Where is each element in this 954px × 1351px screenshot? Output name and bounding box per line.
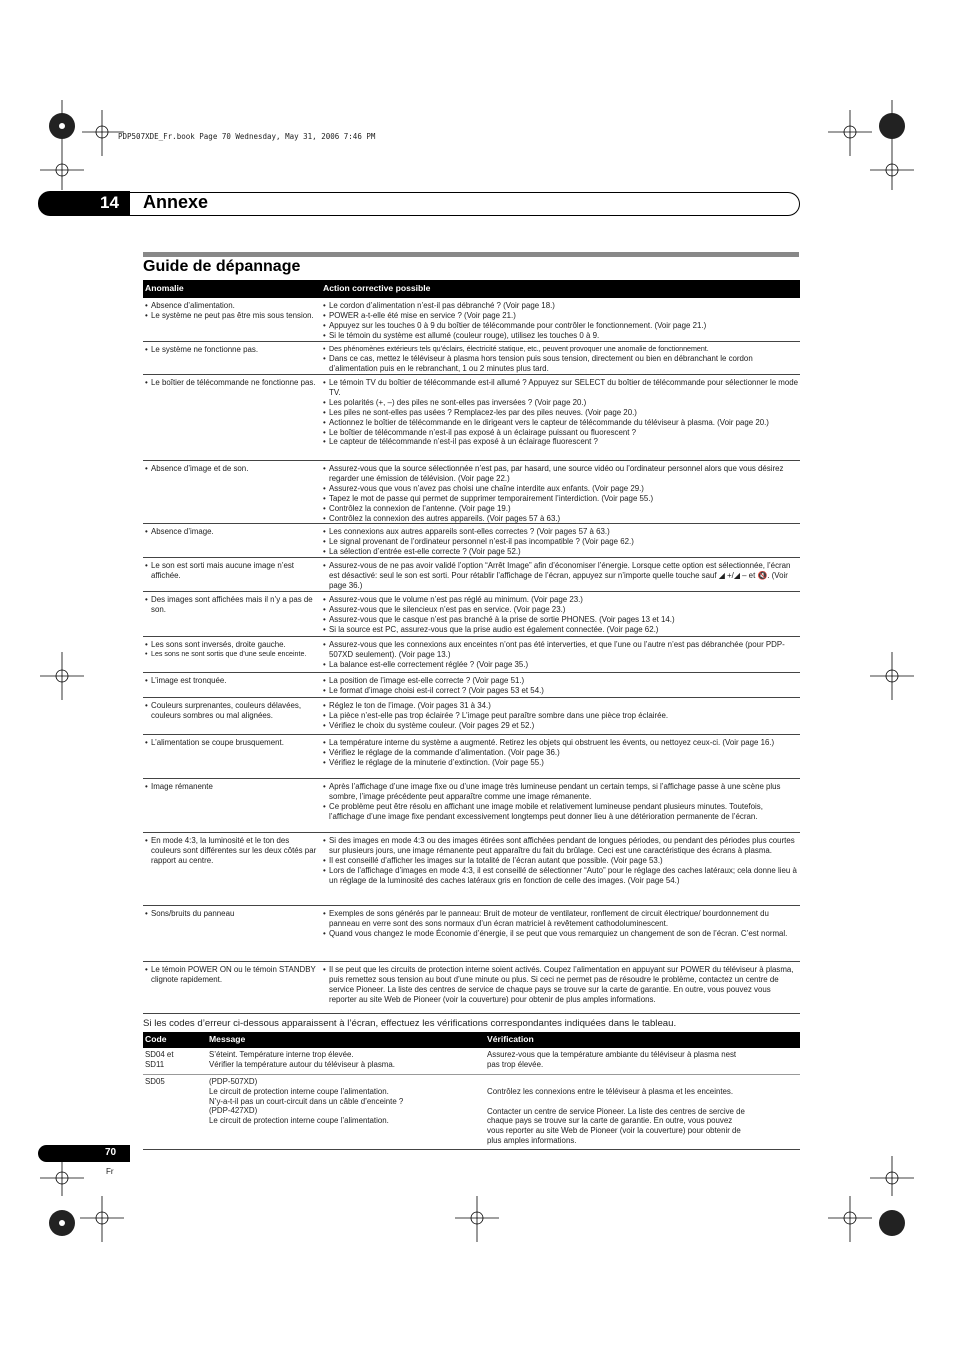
chapter-title: Annexe <box>143 192 209 212</box>
action-cell <box>323 464 799 523</box>
anomaly-item: • Sons/bruits du panneau <box>145 909 317 919</box>
action-item: • Si le témoin du système est allumé (couleur rouge), utilisez les touches 0 à 9. <box>323 331 799 341</box>
action-item: • Assurez-vous de ne pas avoir validé l’option “Arrêt Image” afin d’économiser l’énergie. Lorsque cette option est sélectionnée, l’écran est désactivé: seul le son est sorti. Pour rétablir l’affichage de l’écran, appuyez sur n’importe quelle touche sauf ◢ +/◢ – et 🔇. (Voir page 36.) <box>323 561 799 591</box>
anomaly-item: • Image rémanente <box>145 782 317 792</box>
anomaly-item: • Le système ne fonctionne pas. <box>145 345 317 355</box>
anomaly-cell <box>145 561 317 581</box>
anomaly-item: • Absence d’image. <box>145 527 317 537</box>
action-item: • Tapez le mot de passe qui permet de supprimer temporairement l’interdiction. (Voir page 55.) <box>323 494 799 504</box>
table-row <box>143 673 800 698</box>
action-cell <box>323 965 799 1005</box>
error-note: Si les codes d’erreur ci-dessous apparaissent à l’écran, effectuez les vérifications correspondantes indiquées dans le tableau. <box>143 1018 677 1029</box>
header-action: Action corrective possible <box>323 283 431 293</box>
table-row <box>143 558 800 592</box>
anomaly-cell <box>145 965 317 985</box>
action-item: • Assurez-vous que la source sélectionnée n’est pas, par hasard, une source vidéo ou l’ordinateur personnel alors que vous désirez regarder une émission de télévision. (Voir page 22.) <box>323 464 799 484</box>
action-cell <box>323 595 799 635</box>
table-row <box>143 735 800 779</box>
error-table <box>143 1032 800 1150</box>
anomaly-cell <box>145 676 317 686</box>
anomaly-cell <box>145 595 317 615</box>
action-item: • Le boîtier de télécommande n’est-il pas exposé à un éclairage puissant ou fluorescent ? <box>323 428 799 438</box>
action-cell <box>323 909 799 939</box>
action-item: • Quand vous changez le mode Économie d’énergie, il se peut que vous remarquiez un changement de son de l’écran. C’est normal. <box>323 929 799 939</box>
anomaly-item: • Les sons sont inversés, droite gauche. <box>145 640 317 650</box>
anomaly-cell <box>145 378 317 388</box>
table-row <box>143 461 800 524</box>
error-table-header <box>143 1032 800 1048</box>
anomaly-item: • En mode 4:3, la luminosité et le ton des couleurs sont différentes sur les deux côtés par rapport au centre. <box>145 836 317 866</box>
chapter-number: 14 <box>100 193 119 212</box>
action-cell <box>323 345 799 374</box>
action-item: • Si des images en mode 4:3 ou des images étirées sont affichées pendant de longues périodes, ou pendant des périodes plus courtes sur plusieurs jours, une image rémanente peut apparaître du fait du brûlage. Ceci est une caractéristique des écrans à plasma. <box>323 836 799 856</box>
error-row <box>143 1048 800 1075</box>
anomaly-cell <box>145 640 317 659</box>
header-message: Message <box>209 1034 246 1044</box>
action-item: • Le format d’image choisi est-il correct ? (Voir pages 53 et 54.) <box>323 686 799 696</box>
action-item: • La pièce n’est-elle pas trop éclairée ? L’image peut paraître sombre dans une pièce trop éclairée. <box>323 711 799 721</box>
section-title: Guide de dépannage <box>143 258 301 275</box>
table-row <box>143 342 800 375</box>
page-number: 70 <box>105 1147 117 1158</box>
action-item: • Après l’affichage d’une image fixe ou d’une image très lumineuse pendant un certain temps, si l’affichage passe à une scène plus sombre, l’image précédente peut apparaître comme une image rémanente. <box>323 782 799 802</box>
anomaly-cell <box>145 782 317 792</box>
action-item: • La position de l’image est-elle correcte ? (Voir page 51.) <box>323 676 799 686</box>
action-item: • Les piles ne sont-elles pas usées ? Remplacez-les par des piles neuves. (Voir page 20.) <box>323 408 799 418</box>
action-cell <box>323 378 799 447</box>
anomaly-cell <box>145 701 317 721</box>
action-item: • Assurez-vous que le volume n’est pas réglé au minimum. (Voir page 23.) <box>323 595 799 605</box>
table-row <box>143 524 800 558</box>
error-check: Assurez-vous que la température ambiante du téléviseur à plasma nest pas trop élevée. <box>487 1050 737 1069</box>
action-item: • Vérifiez le choix du système couleur. (Voir pages 29 et 52.) <box>323 721 799 731</box>
action-item: • Assurez-vous que vous n’avez pas choisi une chaîne interdite aux enfants. (Voir page 29.) <box>323 484 799 494</box>
anomaly-item: • Absence d’image et de son. <box>145 464 317 474</box>
anomaly-item: • Le témoin POWER ON ou le témoin STANDBY clignote rapidement. <box>145 965 317 985</box>
table-row <box>143 962 800 1014</box>
action-item: • Contrôlez la connexion de l’antenne. (Voir page 19.) <box>323 504 799 514</box>
action-cell <box>323 701 799 731</box>
action-cell <box>323 561 799 591</box>
action-item: • Les connexions aux autres appareils sont-elles correctes ? (Voir pages 57 à 63.) <box>323 527 799 537</box>
action-cell <box>323 640 799 670</box>
anomaly-item: • Les sons ne sont sortis que d’une seule enceinte. <box>145 650 317 659</box>
action-item: • Il est conseillé d’afficher les images sur la totalité de l’écran autant que possible. (Voir page 53.) <box>323 856 799 866</box>
error-code: SD04 et SD11 <box>145 1050 174 1069</box>
action-item: • Assurez-vous que le silencieux n’est pas en service. (Voir page 23.) <box>323 605 799 615</box>
table-row <box>143 375 800 461</box>
action-item: • Appuyez sur les touches 0 à 9 du boîtier de télécommande pour contrôler le fonctionnement. (Voir page 21.) <box>323 321 799 331</box>
anomaly-cell <box>145 301 317 321</box>
action-item: • Vérifiez le réglage de la minuterie d’extinction. (Voir page 55.) <box>323 758 799 768</box>
page-language: Fr <box>106 1167 114 1176</box>
action-cell <box>323 676 799 696</box>
chapter-bar <box>130 192 800 216</box>
action-item: • Le témoin TV du boîtier de télécommande est-il allumé ? Appuyez sur SELECT du boîtier de télécommande pour sélectionner le mode TV. <box>323 378 799 398</box>
action-item: • Ce problème peut être résolu en affichant une image mobile et relativement lumineuse pendant plusieurs minutes. Toutefois, l’affichage d’une image fixe pendant excessivement longtemps peut donner lieu à une détérioration permanente de l’écran. <box>323 802 799 822</box>
action-item: • Assurez-vous que les connexions aux enceintes n’ont pas été interverties, et que l’une ou l’autre n’est pas débranchée (pour PDP-507XD seulement). (Voir page 13.) <box>323 640 799 660</box>
action-item: • Actionnez le boîtier de télécommande en le dirigeant vers le capteur de télécommande du téléviseur à plasma. (Voir page 20.) <box>323 418 799 428</box>
error-row <box>143 1075 800 1150</box>
action-item: • Le capteur de télécommande n’est-il pas exposé à un éclairage fluorescent ? <box>323 437 799 447</box>
anomaly-cell <box>145 345 317 355</box>
section-rule <box>143 252 799 257</box>
table-row <box>143 906 800 962</box>
action-item: • Exemples de sons générés par le panneau: Bruit de moteur de ventilateur, ronflement de circuit électrique/ bourdonnement du panneau en verre sont des sons normaux d’un écran matriciel à revêtement cathodoluminescent. <box>323 909 799 929</box>
anomaly-item: • Des images sont affichées mais il n’y a pas de son. <box>145 595 317 615</box>
anomaly-item: • Le boîtier de télécommande ne fonctionne pas. <box>145 378 317 388</box>
table-body <box>143 298 800 1014</box>
action-item: • La balance est-elle correctement réglée ? (Voir page 35.) <box>323 660 799 670</box>
action-item: • POWER a-t-elle été mise en service ? (Voir page 21.) <box>323 311 799 321</box>
header-code: Code <box>145 1034 167 1044</box>
action-item: • Le signal provenant de l’ordinateur personnel n’est-il pas incompatible ? (Voir page 62.) <box>323 537 799 547</box>
anomaly-cell <box>145 527 317 537</box>
action-item: • La sélection d’entrée est-elle correcte ? (Voir page 52.) <box>323 547 799 557</box>
action-item: • Vérifiez le réglage de la commande d’alimentation. (Voir page 36.) <box>323 748 799 758</box>
action-cell <box>323 738 799 768</box>
action-item: • La température interne du système a augmenté. Retirez les objets qui obstruent les évents, ou nettoyez ceux-ci. (Voir page 16.) <box>323 738 799 748</box>
table-row <box>143 637 800 673</box>
action-cell <box>323 782 799 822</box>
table-row <box>143 698 800 735</box>
error-message: (PDP-507XD) Le circuit de protection interne coupe l’alimentation. N’y-a-t-il pas un court-circuit dans un câble d’enceinte ? (PDP-427XD) Le circuit de protection interne coupe l’alimentation. <box>209 1077 404 1126</box>
action-cell <box>323 836 799 886</box>
header-verification: Vérification <box>487 1034 534 1044</box>
table-row <box>143 833 800 906</box>
anomaly-item: • Absence d’alimentation. <box>145 301 317 311</box>
action-item: • Assurez-vous que le casque n’est pas branché à la prise de sortie PHONES. (Voir pages 13 et 14.) <box>323 615 799 625</box>
anomaly-cell <box>145 909 317 919</box>
action-item: • Les polarités (+, –) des piles ne sont-elles pas inversées ? (Voir page 20.) <box>323 398 799 408</box>
anomaly-cell <box>145 836 317 866</box>
anomaly-item: • Le son est sorti mais aucune image n’est affichée. <box>145 561 317 581</box>
error-message: S’éteint. Température interne trop élevée. Vérifier la température autour du téléviseur à plasma. <box>209 1050 395 1069</box>
anomaly-item: • L’alimentation se coupe brusquement. <box>145 738 317 748</box>
action-item: • Si la source est PC, assurez-vous que la prise audio est également connectée. (Voir page 62.) <box>323 625 799 635</box>
action-item: • Il se peut que les circuits de protection interne soient activés. Coupez l’alimentation en appuyant sur POWER du téléviseur à plasma, puis remettez sous tension au bout d’une minute ou plus. Si ceci ne permet pas de résoudre le problème, contactez un centre de service Pioneer. La liste des centres de service de chaque pays se trouve sur la carte de garantie. En outre, vous pouvez vous reporter au site Web de Pioneer (voir la couverture) pour obtenir de plus amples informations. <box>323 965 799 1005</box>
anomaly-item: • L’image est tronquée. <box>145 676 317 686</box>
table-row <box>143 298 800 342</box>
page-tab <box>38 1145 130 1162</box>
anomaly-cell <box>145 738 317 748</box>
action-cell <box>323 301 799 341</box>
error-check: Contrôlez les connexions entre le téléviseur à plasma et les enceintes. Contacter un centre de service Pioneer. La liste des centres de sercive de chaque pays se trouve sur la carte de garantie. En outre, vous pouvez vous reporter au site Web de Pioneer (voir la couverture) pour obtenir de plus amples informations. <box>487 1087 745 1145</box>
action-item: • Dans ce cas, mettez le téléviseur à plasma hors tension puis sous tension, directement ou bien en débranchant le cordon d’alimentation puis en le rebranchant, 1 ou 2 minutes plus tard. <box>323 354 799 374</box>
action-cell <box>323 527 799 557</box>
action-item: • Lors de l’affichage d’images en mode 4:3, il est conseillé de sélectionner “Auto” pour le réglage des caches latéraux; cela donne lieu à un réglage de la luminosité des caches latéraux gris en fonction de celle des images. (Voir page 54.) <box>323 866 799 886</box>
anomaly-item: • Le système ne peut pas être mis sous tension. <box>145 311 317 321</box>
action-item: • Le cordon d’alimentation n’est-il pas débranché ? (Voir page 18.) <box>323 301 799 311</box>
table-row <box>143 779 800 833</box>
header-anomalie: Anomalie <box>145 283 184 293</box>
table-row <box>143 592 800 637</box>
table-header <box>143 280 800 298</box>
anomaly-item: • Couleurs surprenantes, couleurs délavées, couleurs sombres ou mal alignées. <box>145 701 317 721</box>
print-header: PDP507XDE_Fr.book Page 70 Wednesday, May 31, 2006 7:46 PM <box>118 132 376 141</box>
error-code: SD05 <box>145 1077 165 1086</box>
action-item: • Réglez le ton de l’image. (Voir pages 31 à 34.) <box>323 701 799 711</box>
action-item: • Des phénomènes extérieurs tels qu’éclairs, électricité statique, etc., peuvent provoquer une anomalie de fonctionnement. <box>323 345 799 354</box>
troubleshooting-table <box>143 280 800 1014</box>
action-item: • Contrôlez la connexion des autres appareils. (Voir pages 57 à 63.) <box>323 514 799 524</box>
anomaly-cell <box>145 464 317 474</box>
